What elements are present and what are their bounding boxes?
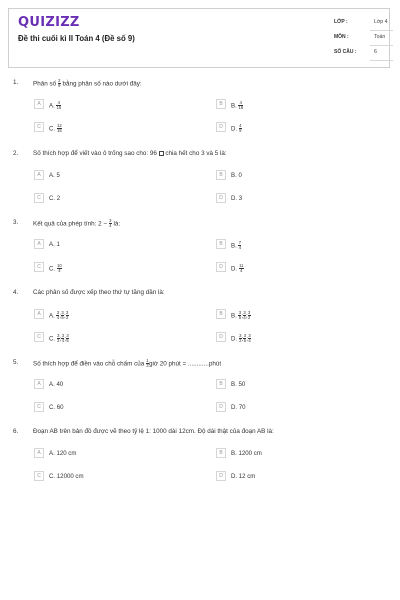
fraction-numerator: 4	[239, 99, 242, 105]
meta-row-question-count	[334, 47, 389, 62]
fraction-denominator: 2	[248, 314, 251, 320]
option-text: D. $\frac{3}{2}$ ; $\frac{3}{5}$ ; $\frac{3}{4}$	[231, 332, 251, 343]
option-letter-box: C	[34, 402, 44, 412]
option-letter-box: D	[216, 262, 226, 272]
fraction-numerator: 3	[61, 309, 64, 315]
fraction-numerator: 3	[243, 332, 247, 338]
fraction-numerator: 3	[238, 309, 242, 315]
question-text	[33, 150, 227, 157]
fraction-numerator: 3	[66, 309, 69, 315]
fraction	[239, 124, 242, 134]
option-text: C. 60	[49, 403, 64, 411]
fraction-denominator: 4	[243, 314, 246, 320]
question-text-part: giờ 20 phút = ............phút	[148, 360, 222, 368]
option-letter-box: D	[216, 332, 226, 342]
fraction-denominator: 5	[243, 337, 247, 343]
fraction-numerator: 3	[57, 332, 60, 338]
option-text: A. 40	[49, 380, 64, 388]
fraction	[58, 79, 61, 89]
fraction	[109, 219, 112, 229]
fraction-numerator: 7	[238, 239, 242, 245]
fraction-numerator: 1	[146, 358, 149, 363]
option-letter-box: B	[216, 448, 226, 458]
option-text: C. $\frac{3}{2}$ ; $\frac{3}{4}$ ; $\frac{3}{5}$	[49, 332, 69, 343]
question-text-part: Kết quả của phép tính:	[33, 220, 97, 228]
fraction-numerator: 3	[109, 218, 112, 223]
option-text: B. 1200 cm	[231, 449, 262, 457]
fraction	[57, 334, 60, 344]
question-number: 2.	[13, 150, 19, 157]
fraction-numerator: 3	[239, 332, 242, 338]
meta-value: 6	[374, 49, 377, 55]
option-prefix: D.	[231, 125, 238, 133]
fraction-denominator: 5	[66, 337, 69, 343]
option-text: B. 0	[231, 171, 242, 179]
option-text: A. 1	[49, 240, 60, 248]
worksheet-meta	[334, 17, 389, 62]
fraction-numerator: 3	[61, 332, 65, 338]
option-letter-box: D	[216, 122, 226, 132]
question-number: 5.	[13, 359, 19, 366]
question-text	[33, 359, 221, 369]
fraction-denominator: 5	[61, 314, 64, 320]
option-text	[49, 101, 61, 111]
question-number: 6.	[13, 428, 19, 435]
option-prefix: A.	[49, 312, 55, 320]
option-text: D. 70	[231, 403, 246, 411]
question-text	[33, 79, 142, 89]
option-prefix: C.	[49, 335, 56, 343]
option-text	[231, 101, 243, 111]
fraction-numerator: 3	[66, 332, 69, 338]
fraction-denominator: 15	[57, 127, 62, 133]
fraction-denominator: 16	[56, 104, 62, 110]
fraction	[56, 101, 61, 111]
fraction-numerator: 3	[56, 309, 60, 315]
option-letter-box: A	[34, 309, 44, 319]
option-text: A. 5	[49, 171, 60, 179]
question-number: 1.	[13, 79, 19, 86]
question-text-part: là:	[113, 220, 121, 228]
question-text-part: bằng phân số nào dưới đây:	[62, 80, 142, 88]
meta-row-subject	[334, 32, 389, 47]
option-text: A. 120 cm	[49, 449, 77, 457]
option-letter-box: D	[216, 402, 226, 412]
option-text: D. 12 cm	[231, 472, 256, 480]
option-prefix: A.	[49, 102, 55, 110]
option-letter-box: B	[216, 379, 226, 389]
meta-value: Toán	[374, 34, 386, 40]
option-letter-box: B	[216, 309, 226, 319]
fraction	[61, 311, 64, 321]
option-letter-box: D	[216, 193, 226, 203]
question-text: Đoạn AB trên bản đồ được vẽ theo tỷ lệ 1: 1000 dài 12cm. Độ dài thật của đoạn AB là:	[33, 428, 274, 435]
question-text: Các phân số được xếp theo thứ tự tăng dần là:	[33, 289, 165, 296]
fraction-numerator: 3	[248, 309, 251, 315]
fraction-denominator: 4	[58, 267, 61, 273]
fraction	[66, 311, 69, 321]
fraction-numerator: 3	[243, 309, 246, 315]
option-letter-box: B	[216, 239, 226, 249]
option-prefix: D.	[231, 265, 238, 273]
fraction-numerator: 10	[57, 262, 62, 268]
fraction-numerator: 4	[57, 99, 60, 105]
fraction	[239, 264, 244, 274]
fraction-denominator: 9	[239, 127, 242, 133]
fraction	[238, 241, 241, 251]
option-text	[49, 124, 62, 134]
fraction-denominator: 4	[56, 314, 60, 320]
meta-underline	[370, 45, 393, 46]
question-text	[33, 219, 120, 229]
question-text-part: Số thích hợp để viết vào ô trống sao cho: 96	[33, 150, 157, 157]
fraction	[61, 334, 64, 344]
question-expression: 2 −	[98, 220, 108, 228]
fraction	[243, 311, 246, 321]
option-letter-box: C	[34, 193, 44, 203]
fraction-denominator: 4	[109, 223, 112, 229]
fraction-denominator: 4	[238, 244, 242, 250]
blank-square-icon	[159, 151, 164, 156]
option-text: B. 50	[231, 380, 246, 388]
option-letter-box: C	[34, 332, 44, 342]
option-letter-box: B	[216, 170, 226, 180]
fraction	[243, 334, 246, 344]
fraction	[56, 311, 59, 321]
fraction	[239, 334, 242, 344]
option-text: A. $\frac{3}{4}$ ; $\frac{3}{5}$ ; $\frac{3}{2}$	[49, 309, 69, 320]
fraction-denominator: 9	[58, 83, 61, 89]
option-letter-box: C	[34, 262, 44, 272]
option-text	[231, 124, 242, 134]
meta-label: SỐ CÂU :	[334, 49, 357, 55]
question-number: 4.	[13, 289, 19, 296]
question-text-part: Số thích hợp để điền vào chỗ chấm của	[33, 360, 145, 368]
meta-value: Lớp 4	[374, 19, 388, 25]
option-prefix: C.	[49, 125, 56, 133]
meta-label: LỚP :	[334, 19, 348, 25]
fraction-numerator: 2	[58, 78, 61, 83]
fraction-denominator: 4	[248, 337, 251, 343]
option-prefix: B.	[231, 312, 237, 320]
option-text	[231, 264, 244, 274]
option-prefix: C.	[49, 265, 56, 273]
option-prefix: D.	[231, 335, 238, 343]
option-text	[49, 264, 62, 274]
fraction-numerator: 3	[248, 332, 251, 338]
option-letter-box: A	[34, 239, 44, 249]
quizizz-logo: QUIZIZZ	[18, 15, 80, 30]
worksheet-title: Đề thi cuối kì II Toán 4 (Đề số 9)	[18, 34, 135, 43]
option-letter-box: A	[34, 448, 44, 458]
fraction-denominator: 4	[61, 337, 65, 343]
option-text	[231, 241, 241, 251]
fraction	[238, 311, 241, 321]
fraction	[66, 334, 69, 344]
meta-row-class	[334, 17, 389, 32]
fraction-denominator: 2	[57, 337, 60, 343]
option-prefix: B.	[231, 242, 237, 250]
meta-underline	[370, 60, 393, 61]
fraction	[248, 311, 251, 321]
question-text-part: Phân số	[33, 80, 57, 88]
fraction-denominator: 4	[240, 267, 243, 273]
fraction	[248, 334, 251, 344]
option-letter-box: D	[216, 471, 226, 481]
fraction-denominator: 5	[238, 314, 242, 320]
option-text: C. 2	[49, 194, 61, 202]
option-letter-box: C	[34, 122, 44, 132]
fraction-denominator: 2	[66, 314, 69, 320]
fraction-denominator: 18	[238, 104, 244, 110]
option-letter-box: A	[34, 170, 44, 180]
fraction-denominator: 3	[146, 363, 149, 369]
fraction-numerator: 11	[239, 262, 244, 268]
option-letter-box: B	[216, 99, 226, 109]
fraction-numerator: 12	[57, 122, 62, 128]
fraction	[238, 101, 243, 111]
option-text: D. 3	[231, 194, 243, 202]
fraction	[57, 124, 62, 134]
worksheet-header	[8, 8, 390, 68]
option-letter-box: A	[34, 99, 44, 109]
fraction-denominator: 2	[239, 337, 242, 343]
option-letter-box: A	[34, 379, 44, 389]
question-text-part: chia hết cho 3 và 5 là:	[165, 150, 227, 157]
fraction	[57, 264, 62, 274]
question-number: 3.	[13, 219, 19, 226]
meta-underline	[370, 30, 393, 31]
option-text: C. 12000 cm	[49, 472, 84, 480]
fraction-numerator: 4	[239, 122, 242, 128]
option-prefix: B.	[231, 102, 237, 110]
meta-label: MÔN :	[334, 34, 349, 40]
option-text: B. $\frac{3}{5}$ ; $\frac{3}{4}$ ; $\frac{3}{2}$	[231, 309, 251, 320]
option-letter-box: C	[34, 471, 44, 481]
